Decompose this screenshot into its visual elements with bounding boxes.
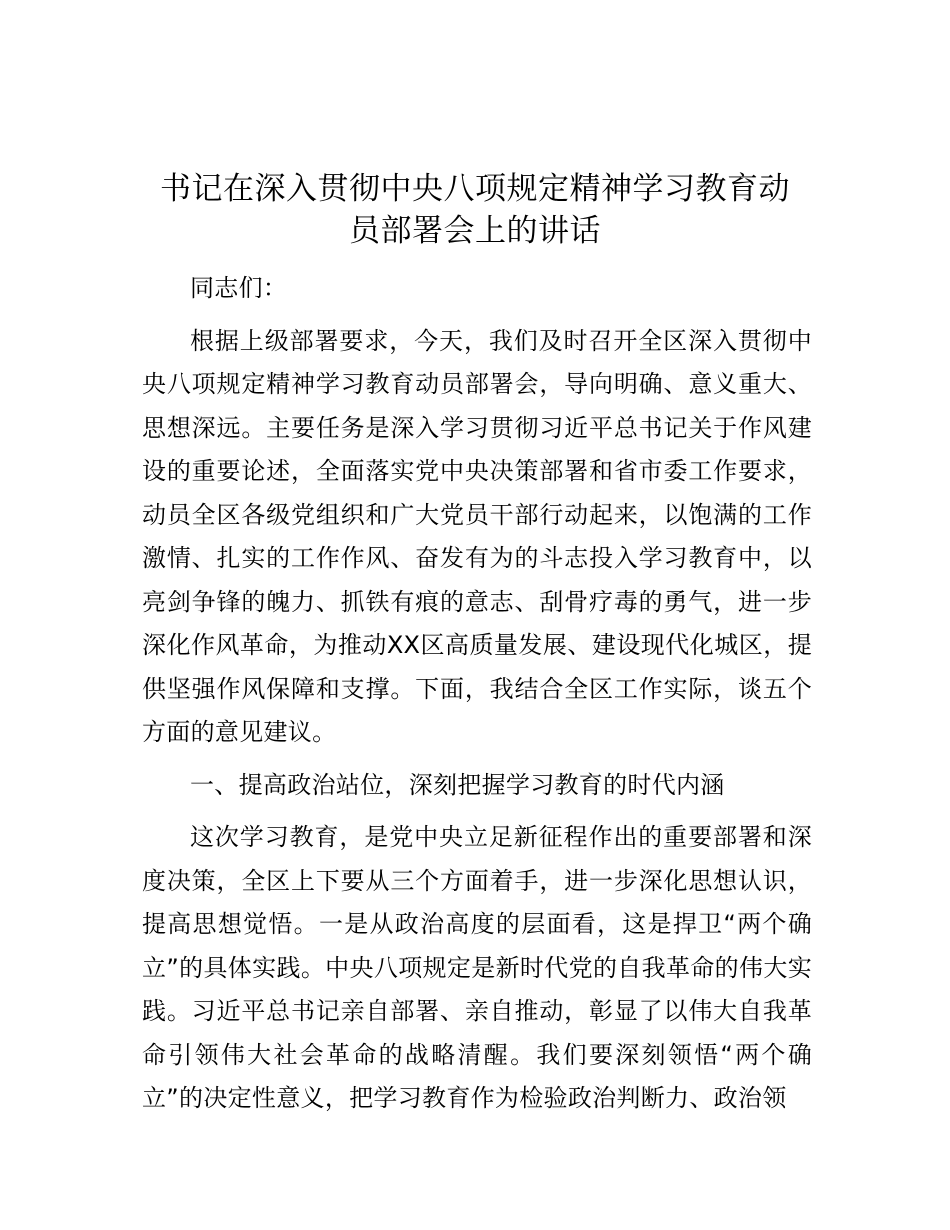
paragraph-section-1: 这次学习教育，是党中央立足新征程作出的重要部署和深度决策，全区上下要从三个方面着手，进一步深化思想认识，提高思想觉悟。一是从政治高度的层面看，这是捍卫“两个确立”的具体实践。中央八项规定是新时代党的自我革命的伟大实践。习近平总书记亲自部署、亲自推动，彰显了以伟大自我革命引领伟大社会革命的战略清醒。我们要深刻领悟“两个确立”的决定性意义，把学习教育作为检验政治判断力、政治领 bbox=[142, 823, 812, 1112]
paragraph-intro: 根据上级部署要求，今天，我们及时召开全区深入贯彻中央八项规定精神学习教育动员部署会，导向明确、意义重大、思想深远。主要任务是深入学习贯彻习近平总书记关于作风建设的重要论述，全面落实党中央决策部署和省市委工作要求，动员全区各级党组织和广大党员干部行动起来，以饱满的工作激情、扎实的工作作风、奋发有为的斗志投入学习教育中，以亮剑争锋的魄力、抓铁有痕的意志、刮骨疗毒的勇气，进一步深化作风革命，为推动XX区高质量发展、建设现代化城区，提供坚强作风保障和支撑。下面，我结合全区工作实际，谈五个方面的意见建议。 bbox=[142, 326, 812, 746]
title-line-2: 员部署会上的讲话 bbox=[349, 213, 601, 249]
document-body bbox=[142, 267, 812, 1121]
section-heading-1: 一、提高政治站位，深刻把握学习教育的时代内涵 bbox=[190, 770, 725, 799]
salutation: 同志们： bbox=[190, 274, 288, 302]
document-title bbox=[130, 168, 820, 252]
title-line-1: 书记在深入贯彻中央八项规定精神学习教育动 bbox=[160, 171, 790, 207]
